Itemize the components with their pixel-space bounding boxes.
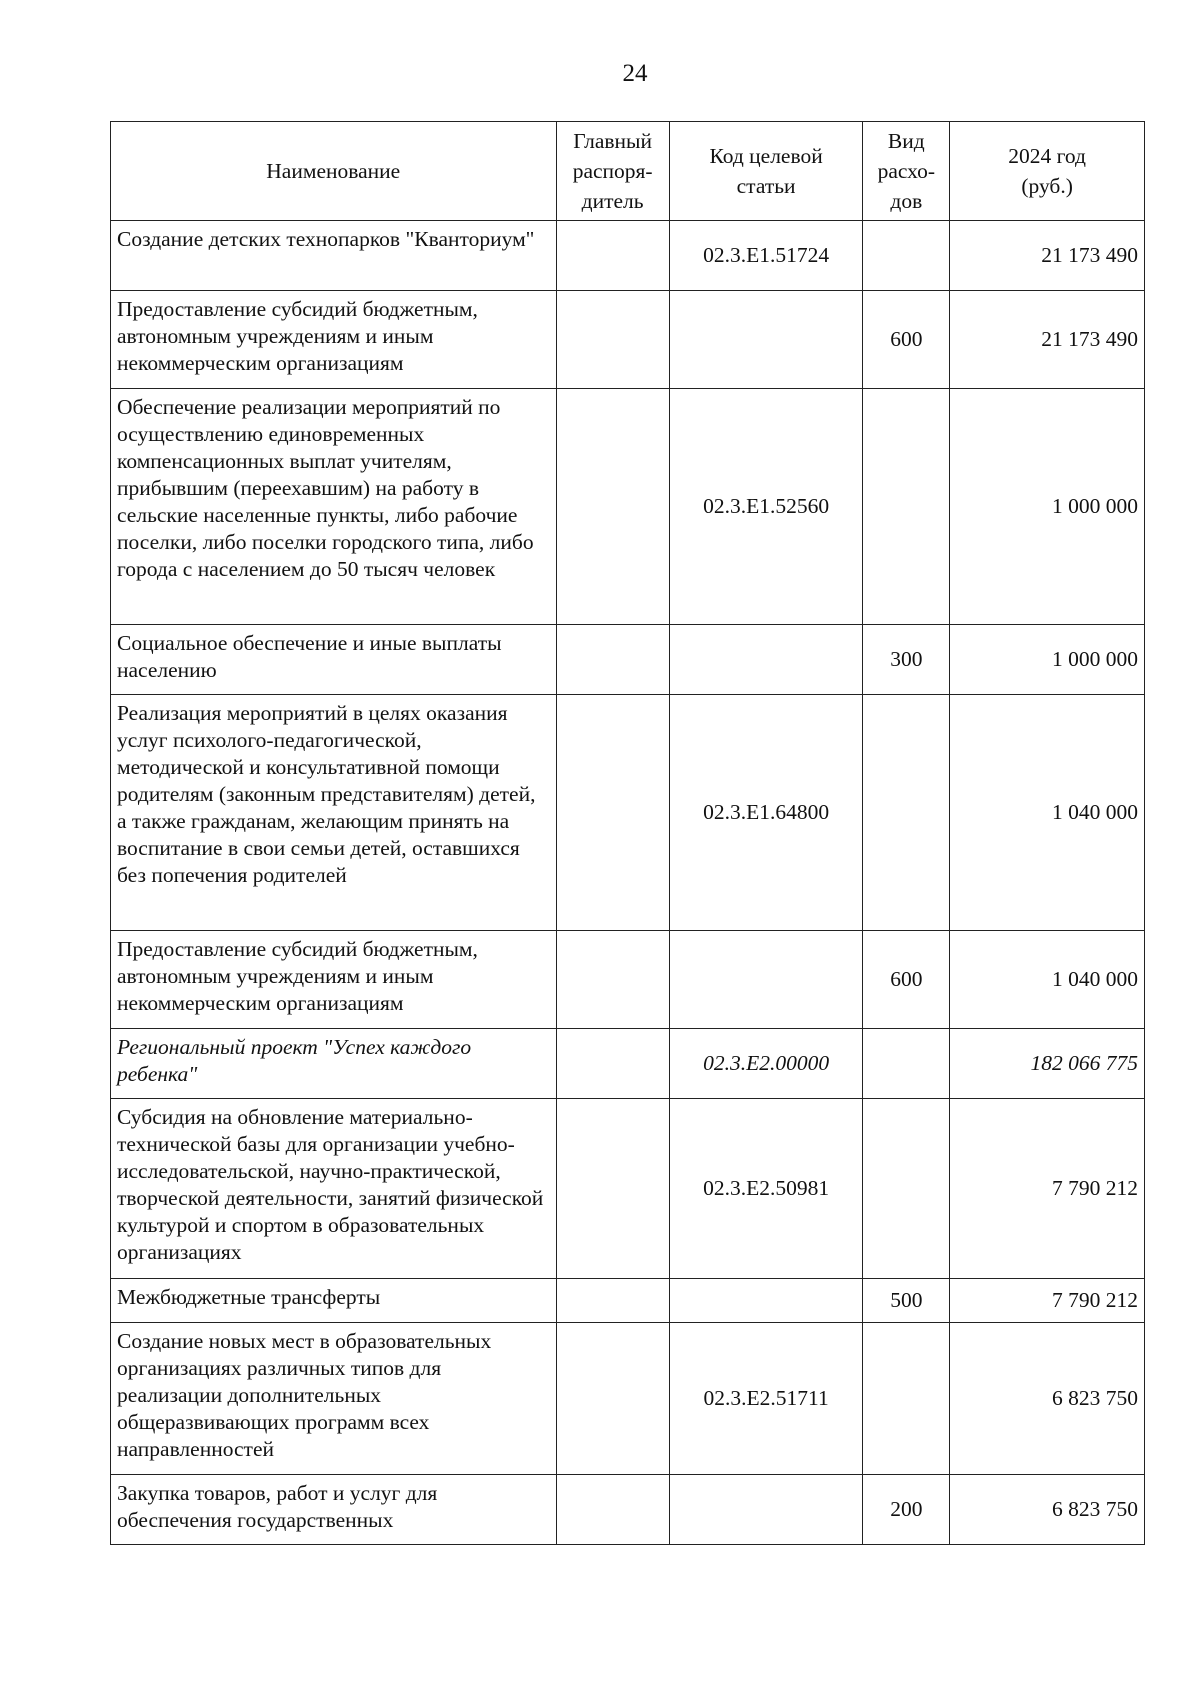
row-name: Предоставление субсидий бюджетным, автономным учреждениям и иным некоммерческим организациям (111, 931, 557, 1029)
row-name: Субсидия на обновление материально-технической базы для организации учебно-исследовательской, научно-практической, творческой деятельности, занятий физической культурой и спортом в образовательных организациях (111, 1099, 557, 1279)
table-row (111, 1029, 1145, 1099)
row-vid: 200 (863, 1475, 950, 1545)
row-code (669, 1475, 863, 1545)
row-vid (863, 695, 950, 931)
header-amount (950, 122, 1145, 221)
row-grbs (556, 221, 669, 291)
table-row (111, 291, 1145, 389)
table-row (111, 221, 1145, 291)
row-name: Социальное обеспечение и иные выплаты населению (111, 625, 557, 695)
row-grbs (556, 625, 669, 695)
row-name: Межбюджетные трансферты (111, 1279, 557, 1323)
row-code: 02.3.Е2.00000 (669, 1029, 863, 1099)
row-grbs (556, 1323, 669, 1475)
row-code (669, 1279, 863, 1323)
row-amount: 1 000 000 (950, 389, 1145, 625)
header-code (669, 122, 863, 221)
table-row (111, 1279, 1145, 1323)
row-amount: 1 000 000 (950, 625, 1145, 695)
row-amount: 182 066 775 (950, 1029, 1145, 1099)
header-grbs (556, 122, 669, 221)
header-code-text: Код целевой статьи (709, 144, 823, 198)
row-vid (863, 1029, 950, 1099)
row-grbs (556, 389, 669, 625)
table-row (111, 625, 1145, 695)
row-name: Обеспечение реализации мероприятий по осуществлению единовременных компенсационных выплат учителям, прибывшим (переехавшим) на работу в сельские населенные пункты, либо рабочие поселки, либо поселки городского типа, либо города с населением до 50 тысяч человек (111, 389, 557, 625)
row-amount: 7 790 212 (950, 1099, 1145, 1279)
table-row (111, 695, 1145, 931)
row-amount: 7 790 212 (950, 1279, 1145, 1323)
row-grbs (556, 291, 669, 389)
row-amount: 6 823 750 (950, 1475, 1145, 1545)
row-amount: 1 040 000 (950, 931, 1145, 1029)
budget-table (110, 121, 1145, 1545)
row-code: 02.3.Е1.52560 (669, 389, 863, 625)
table-body (111, 221, 1145, 1545)
row-name: Создание детских технопарков "Кванториум" (111, 221, 557, 291)
table-row (111, 931, 1145, 1029)
row-code (669, 625, 863, 695)
row-code: 02.3.Е2.51711 (669, 1323, 863, 1475)
row-grbs (556, 1099, 669, 1279)
row-amount: 1 040 000 (950, 695, 1145, 931)
table-row (111, 1099, 1145, 1279)
table-row (111, 1323, 1145, 1475)
header-grbs-text: Главный распоря-дитель (572, 129, 653, 213)
row-vid (863, 1323, 950, 1475)
row-vid (863, 389, 950, 625)
row-code: 02.3.Е1.51724 (669, 221, 863, 291)
row-vid: 600 (863, 931, 950, 1029)
row-name: Создание новых мест в образовательных организациях различных типов для реализации дополнительных общеразвивающих программ всех направленностей (111, 1323, 557, 1475)
header-vid-text: Вид расхо-дов (877, 129, 936, 213)
row-vid: 300 (863, 625, 950, 695)
row-grbs (556, 931, 669, 1029)
row-grbs (556, 1279, 669, 1323)
row-vid: 500 (863, 1279, 950, 1323)
row-amount: 21 173 490 (950, 221, 1145, 291)
row-name: Предоставление субсидий бюджетным, автономным учреждениям и иным некоммерческим организациям (111, 291, 557, 389)
page-number: 24 (622, 60, 648, 87)
row-code (669, 291, 863, 389)
row-grbs (556, 1029, 669, 1099)
row-vid (863, 1099, 950, 1279)
row-vid: 600 (863, 291, 950, 389)
row-amount: 21 173 490 (950, 291, 1145, 389)
row-code (669, 931, 863, 1029)
header-name: Наименование (111, 122, 557, 221)
row-vid (863, 221, 950, 291)
row-amount: 6 823 750 (950, 1323, 1145, 1475)
header-row (111, 122, 1145, 221)
row-grbs (556, 695, 669, 931)
row-code: 02.3.Е2.50981 (669, 1099, 863, 1279)
header-vid (863, 122, 950, 221)
header-amount-text: 2024 год (руб.) (1008, 144, 1086, 198)
row-name: Закупка товаров, работ и услуг для обеспечения государственных (111, 1475, 557, 1545)
table-row (111, 1475, 1145, 1545)
row-name: Реализация мероприятий в целях оказания услуг психолого-педагогической, методической и консультативной помощи родителям (законным представителям) детей, а также гражданам, желающим принять на воспитание в свои семьи детей, оставшихся без попечения родителей (111, 695, 557, 931)
table-row (111, 389, 1145, 625)
row-grbs (556, 1475, 669, 1545)
row-name: Региональный проект "Успех каждого ребенка" (111, 1029, 557, 1099)
row-code: 02.3.Е1.64800 (669, 695, 863, 931)
